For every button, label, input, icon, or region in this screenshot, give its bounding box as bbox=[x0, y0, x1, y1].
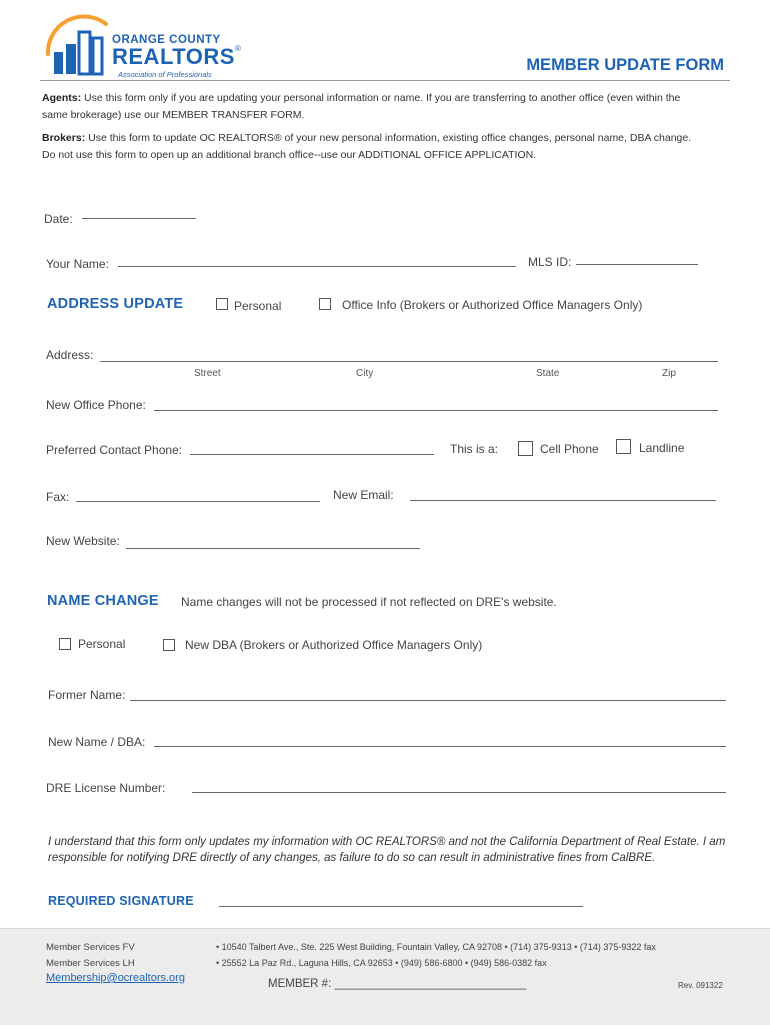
logo-registered-mark: ® bbox=[234, 44, 241, 53]
new-website-label: New Website: bbox=[46, 534, 120, 548]
agents-paragraph bbox=[42, 90, 702, 124]
revision-label: Rev. 091322 bbox=[678, 981, 723, 990]
preferred-phone-input-line[interactable] bbox=[190, 454, 434, 455]
address-personal-checkbox[interactable] bbox=[216, 298, 228, 310]
date-label: Date: bbox=[44, 212, 73, 226]
landline-checkbox[interactable] bbox=[616, 439, 631, 454]
preferred-phone-label: Preferred Contact Phone: bbox=[46, 443, 183, 457]
new-name-input-line[interactable] bbox=[154, 746, 726, 747]
mls-id-label: MLS ID: bbox=[528, 255, 572, 269]
logo-line2: REALTORS bbox=[112, 44, 235, 69]
new-dba-checkbox[interactable] bbox=[163, 639, 175, 651]
acknowledgement-text: I understand that this form only updates my information with OC REALTORS® and not the California Department of Real Estate. I am responsible for notifying DRE directly of any changes, as failure to do so can result in administrative fines from CalBRE. bbox=[48, 836, 726, 864]
street-caption: Street bbox=[194, 368, 221, 379]
date-input-line[interactable] bbox=[82, 218, 196, 219]
fax-input-line[interactable] bbox=[76, 501, 320, 502]
logo bbox=[40, 14, 240, 80]
mls-id-input-line[interactable] bbox=[576, 264, 698, 265]
cell-phone-checkbox[interactable] bbox=[518, 441, 533, 456]
new-email-label: New Email: bbox=[333, 488, 394, 502]
name-personal-checkbox[interactable] bbox=[59, 638, 71, 650]
footer-lh: Member Services LH bbox=[46, 958, 135, 969]
footer-fv: Member Services FV bbox=[46, 942, 135, 953]
zip-caption: Zip bbox=[662, 368, 676, 379]
your-name-input-line[interactable] bbox=[118, 266, 516, 267]
required-signature-heading: REQUIRED SIGNATURE bbox=[48, 894, 194, 908]
brokers-label: Brokers: bbox=[42, 132, 86, 144]
address-office-label: Office Info (Brokers or Authorized Office Managers Only) bbox=[342, 298, 643, 312]
former-name-input-line[interactable] bbox=[130, 700, 726, 701]
name-change-note: Name changes will not be processed if not reflected on DRE's website. bbox=[181, 595, 557, 609]
new-website-input-line[interactable] bbox=[126, 548, 420, 549]
footer-address-lh: • 25552 La Paz Rd., Laguna Hills, CA 92653 • (949) 586-6800 • (949) 586-0382 fax bbox=[216, 958, 547, 968]
address-label: Address: bbox=[46, 348, 94, 362]
address-update-heading: ADDRESS UPDATE bbox=[47, 296, 184, 312]
footer bbox=[0, 928, 770, 1025]
form-title: MEMBER UPDATE FORM bbox=[526, 56, 724, 74]
footer-email-link[interactable]: Membership@ocrealtors.org bbox=[46, 972, 185, 984]
new-email-input-line[interactable] bbox=[410, 500, 716, 501]
phone-type-label: This is a: bbox=[450, 442, 499, 456]
dre-license-label: DRE License Number: bbox=[46, 781, 166, 795]
office-phone-label: New Office Phone: bbox=[46, 398, 146, 412]
former-name-label: Former Name: bbox=[48, 688, 126, 702]
footer-address-fv: • 10540 Talbert Ave., Ste. 225 West Building, Fountain Valley, CA 92708 • (714) 375-9313 • (714) 375-9322 fax bbox=[216, 942, 656, 952]
address-input-line[interactable] bbox=[100, 361, 718, 362]
agents-label: Agents: bbox=[42, 92, 82, 104]
signature-input-line[interactable] bbox=[219, 906, 583, 907]
address-personal-label: Personal bbox=[234, 299, 282, 313]
your-name-label: Your Name: bbox=[46, 257, 109, 271]
city-caption: City bbox=[356, 368, 374, 379]
brokers-text: Use this form to update OC REALTORS® of your new personal information, existing office changes, personal name, DBA change. Do not use this form to open up an additional branch office--use our ADDITIONAL OFFICE APPLICATION. bbox=[42, 132, 692, 161]
office-phone-input-line[interactable] bbox=[154, 410, 718, 411]
address-office-checkbox[interactable] bbox=[319, 298, 331, 310]
agents-text: Use this form only if you are updating your personal information or name. If you are transferring to another office (even within the same brokerage) use our MEMBER TRANSFER FORM. bbox=[42, 92, 681, 121]
logo-line3: Association of Professionals bbox=[118, 70, 212, 79]
brokers-paragraph bbox=[42, 130, 702, 164]
new-dba-label: New DBA (Brokers or Authorized Office Managers Only) bbox=[185, 638, 483, 652]
name-personal-label: Personal bbox=[78, 637, 126, 651]
dre-license-input-line[interactable] bbox=[192, 792, 726, 793]
new-name-label: New Name / DBA: bbox=[48, 735, 146, 749]
name-change-heading: NAME CHANGE bbox=[47, 593, 159, 609]
title-rule bbox=[40, 80, 730, 81]
logo-line1: ORANGE COUNTY bbox=[112, 34, 221, 46]
landline-label: Landline bbox=[639, 441, 685, 455]
member-number-field[interactable]: MEMBER #: ______________________________ bbox=[268, 978, 527, 990]
fax-label: Fax: bbox=[46, 490, 70, 504]
cell-phone-label: Cell Phone bbox=[540, 442, 599, 456]
state-caption: State bbox=[536, 368, 560, 379]
